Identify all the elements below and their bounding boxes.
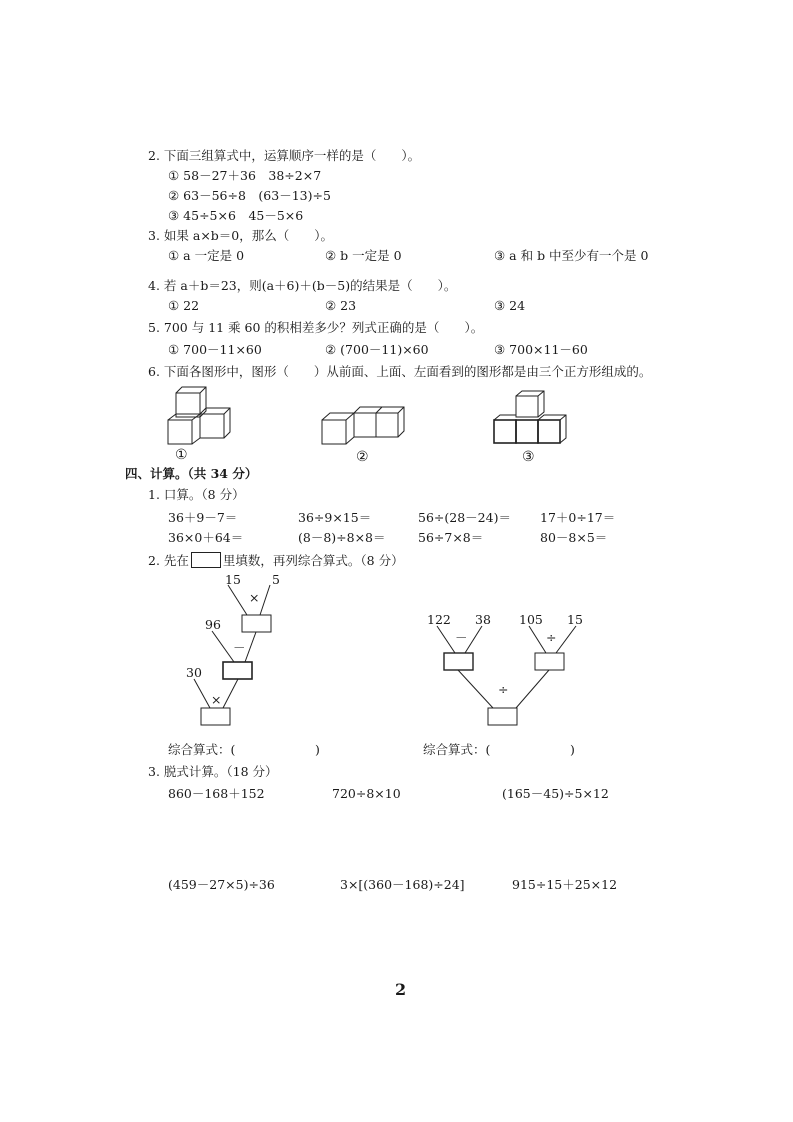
oral-calc-item: 56÷7×8＝: [418, 530, 484, 545]
tree2-branch: [458, 670, 493, 708]
oral-calc-item: 56÷(28－24)＝: [418, 510, 511, 525]
tree2-formula-close: ): [570, 742, 575, 757]
tree1-branch: [260, 585, 270, 615]
tree2-answer-box-1[interactable]: [444, 653, 473, 670]
tree1-operator: －: [233, 640, 246, 655]
tree2-number: 38: [475, 612, 491, 627]
tree2-answer-box-2[interactable]: [535, 653, 564, 670]
q3-option-3: ③ a 和 b 中至少有一个是 0: [494, 248, 649, 263]
figure-1-label: ①: [175, 447, 188, 463]
tree1-number: 30: [186, 665, 202, 680]
section4-title: 四、计算。（共 34 分）: [125, 466, 258, 481]
tree1-branch: [212, 631, 234, 662]
oral-calc-item: 36＋9－7＝: [168, 510, 238, 525]
tree1-number: 96: [205, 617, 221, 632]
tree1-branch: [223, 679, 238, 708]
part3-title: 3. 脱式计算。（18 分）: [148, 764, 278, 779]
tree1-answer-box-3[interactable]: [201, 708, 230, 725]
tree2-operator: ÷: [498, 682, 509, 697]
tree2-branch: [465, 626, 482, 653]
part2-title-after: 里填数，再列综合算式。（8 分）: [222, 553, 404, 568]
q2-option-2: ② 63－56÷8 (63－13)÷5: [168, 188, 331, 203]
step-calc-item: 860－168＋152: [168, 786, 265, 801]
q6-stem: 6. 下面各图形中，图形（ ）从前面、上面、左面看到的图形都是由三个正方形组成的。: [148, 364, 652, 379]
part2-title-before: 2. 先在: [148, 553, 189, 568]
tree1-operator: ×: [211, 692, 222, 707]
tree2-branch: [529, 626, 546, 653]
tree2-formula-label: 综合算式：(: [423, 742, 491, 757]
q5-option-3: ③ 700×11－60: [494, 342, 588, 357]
q5-option-1: ① 700－11×60: [168, 342, 262, 357]
tree2-operator: ÷: [546, 630, 557, 645]
q3-stem: 3. 如果 a×b＝0，那么（ ）。: [148, 228, 334, 243]
q2-option-1: ① 58－27＋36 38÷2×7: [168, 168, 322, 183]
tree2-number: 122: [427, 612, 451, 627]
oral-calc-item: 36×0＋64＝: [168, 530, 244, 545]
step-calc-item: (459－27×5)÷36: [168, 877, 275, 892]
step-calc-item: 720÷8×10: [332, 786, 401, 801]
tree2-number: 15: [567, 612, 583, 627]
part1-title: 1. 口算。（8 分）: [148, 487, 245, 502]
tree1-answer-box-2[interactable]: [223, 662, 252, 679]
tree1-formula-close: ): [315, 742, 320, 757]
tree1-answer-box-1[interactable]: [242, 615, 271, 632]
oral-calc-item: (8－8)÷8×8＝: [298, 530, 386, 545]
figure-2-label: ②: [356, 449, 369, 465]
tree2-branch: [437, 626, 455, 653]
step-calc-item: (165－45)÷5×12: [502, 786, 609, 801]
q3-option-1: ① a 一定是 0: [168, 248, 245, 263]
tree1-branch: [194, 679, 210, 708]
q4-option-2: ② 23: [325, 298, 357, 313]
tree1-branch: [228, 585, 247, 615]
tree1-number: 15: [225, 572, 241, 587]
tree1-formula-label: 综合算式：(: [168, 742, 236, 757]
oral-calc-item: 80－8×5＝: [540, 530, 608, 545]
q4-option-3: ③ 24: [494, 298, 526, 313]
tree2-answer-box-3[interactable]: [488, 708, 517, 725]
tree2-branch: [556, 626, 576, 653]
tree2-branch: [516, 670, 549, 708]
q3-option-2: ② b 一定是 0: [325, 248, 402, 263]
oral-calc-item: 36÷9×15＝: [298, 510, 372, 525]
q2-option-3: ③ 45÷5×6 45－5×6: [168, 208, 304, 223]
q2-stem: 2. 下面三组算式中，运算顺序一样的是（ ）。: [148, 148, 421, 163]
step-calc-item: 3×[(360－168)÷24]: [340, 877, 465, 892]
step-calc-item: 915÷15＋25×12: [512, 877, 618, 892]
q4-option-1: ① 22: [168, 298, 200, 313]
oral-calc-item: 17＋0÷17＝: [540, 510, 616, 525]
page-number: 2: [395, 980, 407, 999]
q5-option-2: ② (700－11)×60: [325, 342, 429, 357]
tree2-operator: －: [455, 630, 468, 645]
q4-stem: 4. 若 a＋b＝23，则(a＋6)＋(b－5)的结果是（ ）。: [148, 278, 457, 293]
q5-stem: 5. 700 与 11 乘 60 的积相差多少？列式正确的是（ ）。: [148, 320, 484, 335]
tree1-operator: ×: [249, 590, 260, 605]
figure-3-label: ③: [522, 449, 535, 465]
tree2-number: 105: [519, 612, 543, 627]
tree1-branch: [245, 632, 256, 662]
tree1-number: 5: [272, 572, 280, 587]
